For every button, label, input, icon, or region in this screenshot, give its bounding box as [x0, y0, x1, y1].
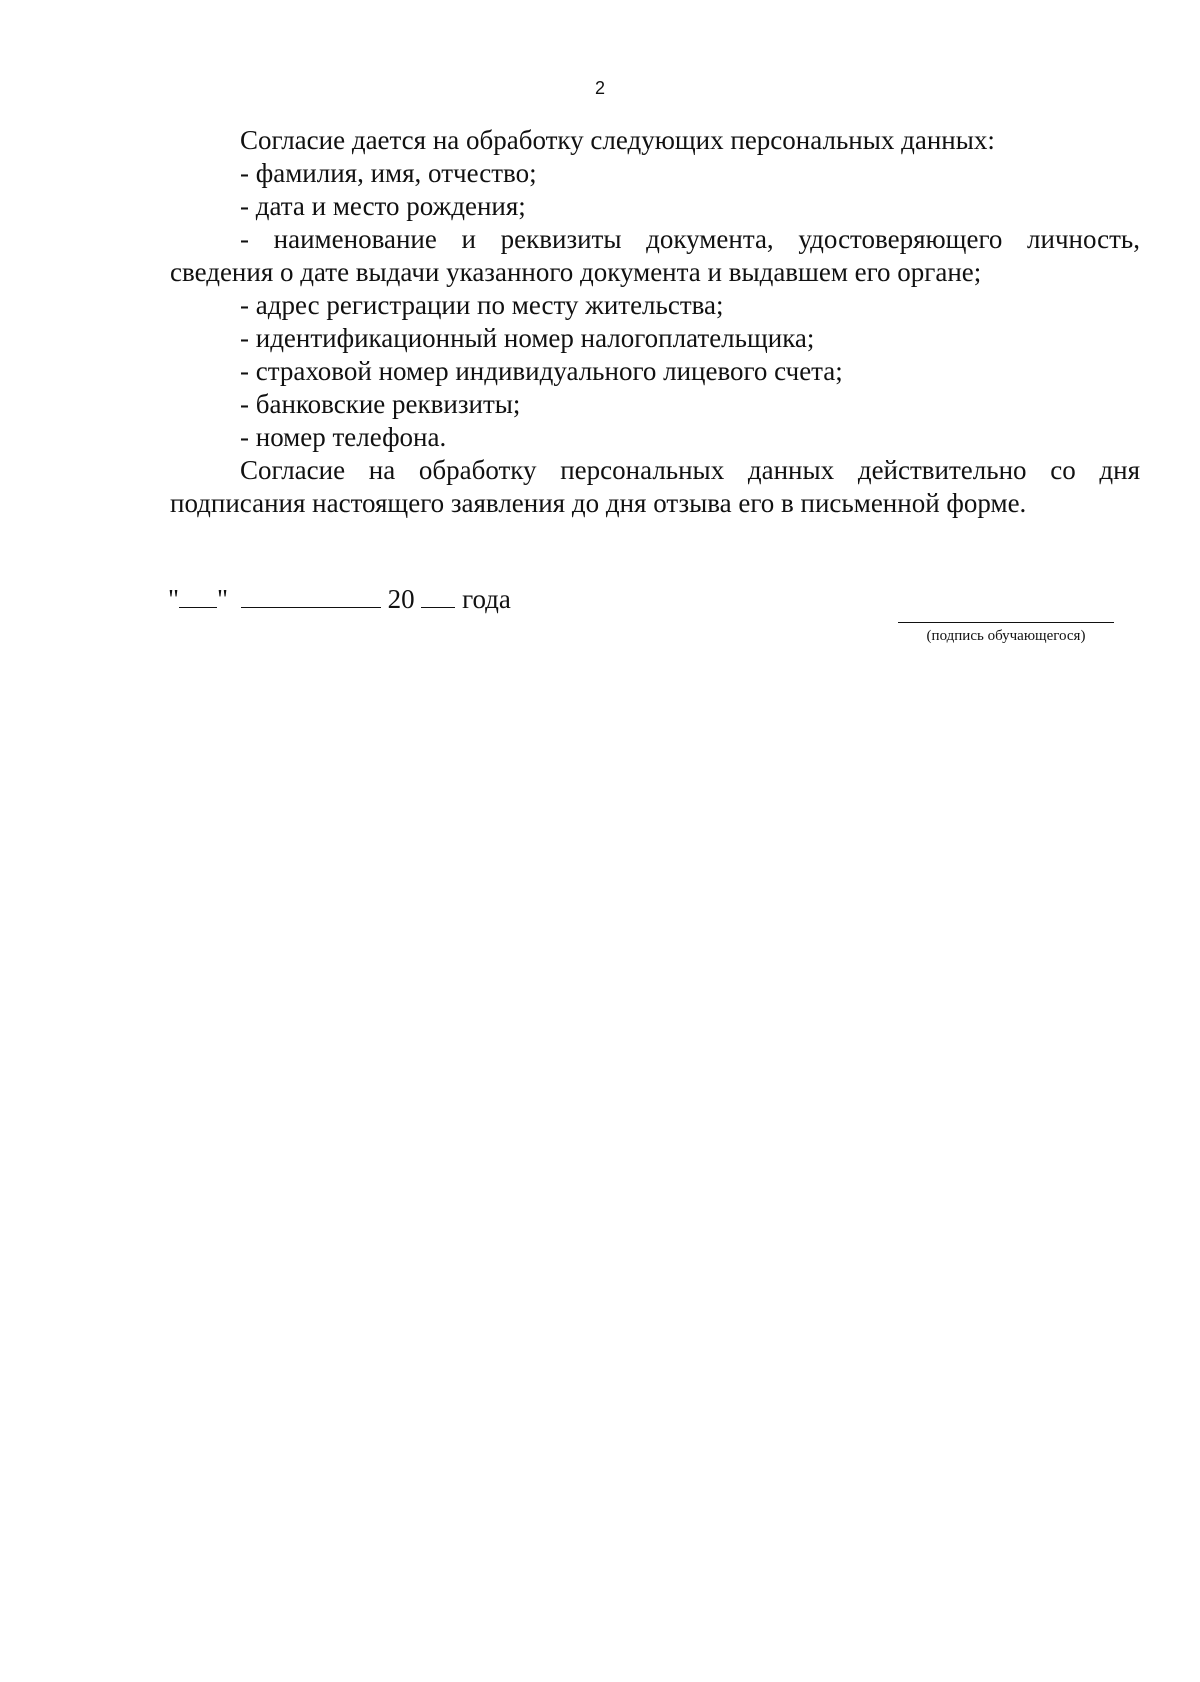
year-prefix: 20	[387, 584, 415, 614]
list-item: - банковские реквизиты;	[240, 389, 521, 419]
signature-caption: (подпись обучающегося)	[926, 628, 1086, 644]
day-blank	[179, 585, 217, 608]
list-item: - адрес регистрации по месту жительства;	[240, 290, 724, 320]
list-item: - наименование и реквизиты документа, удостоверяющего личность, сведения о дате выдачи указанного документа и выдавшем его органе;	[170, 224, 1140, 287]
signature-line	[898, 622, 1114, 623]
date-quote-open: "	[168, 584, 180, 614]
month-blank	[241, 585, 381, 608]
list-item: - номер телефона.	[240, 422, 447, 452]
consent-intro: Согласие дается на обработку следующих персональных данных:	[240, 125, 995, 155]
list-item: - идентификационный номер налогоплательщика;	[240, 323, 815, 353]
page-number: 2	[594, 78, 605, 98]
year-suffix: года	[462, 584, 511, 614]
consent-validity: Согласие на обработку персональных данных действительно со дня подписания настоящего заявления до дня отзыва его в письменной форме.	[170, 455, 1140, 518]
date-field	[168, 584, 511, 615]
date-quote-close: "	[217, 584, 229, 614]
list-item: - фамилия, имя, отчество;	[240, 158, 537, 188]
consent-text	[170, 124, 1140, 520]
list-item: - дата и место рождения;	[240, 191, 526, 221]
year-blank	[421, 585, 455, 608]
list-item: - страховой номер индивидуального лицевого счета;	[240, 356, 843, 386]
